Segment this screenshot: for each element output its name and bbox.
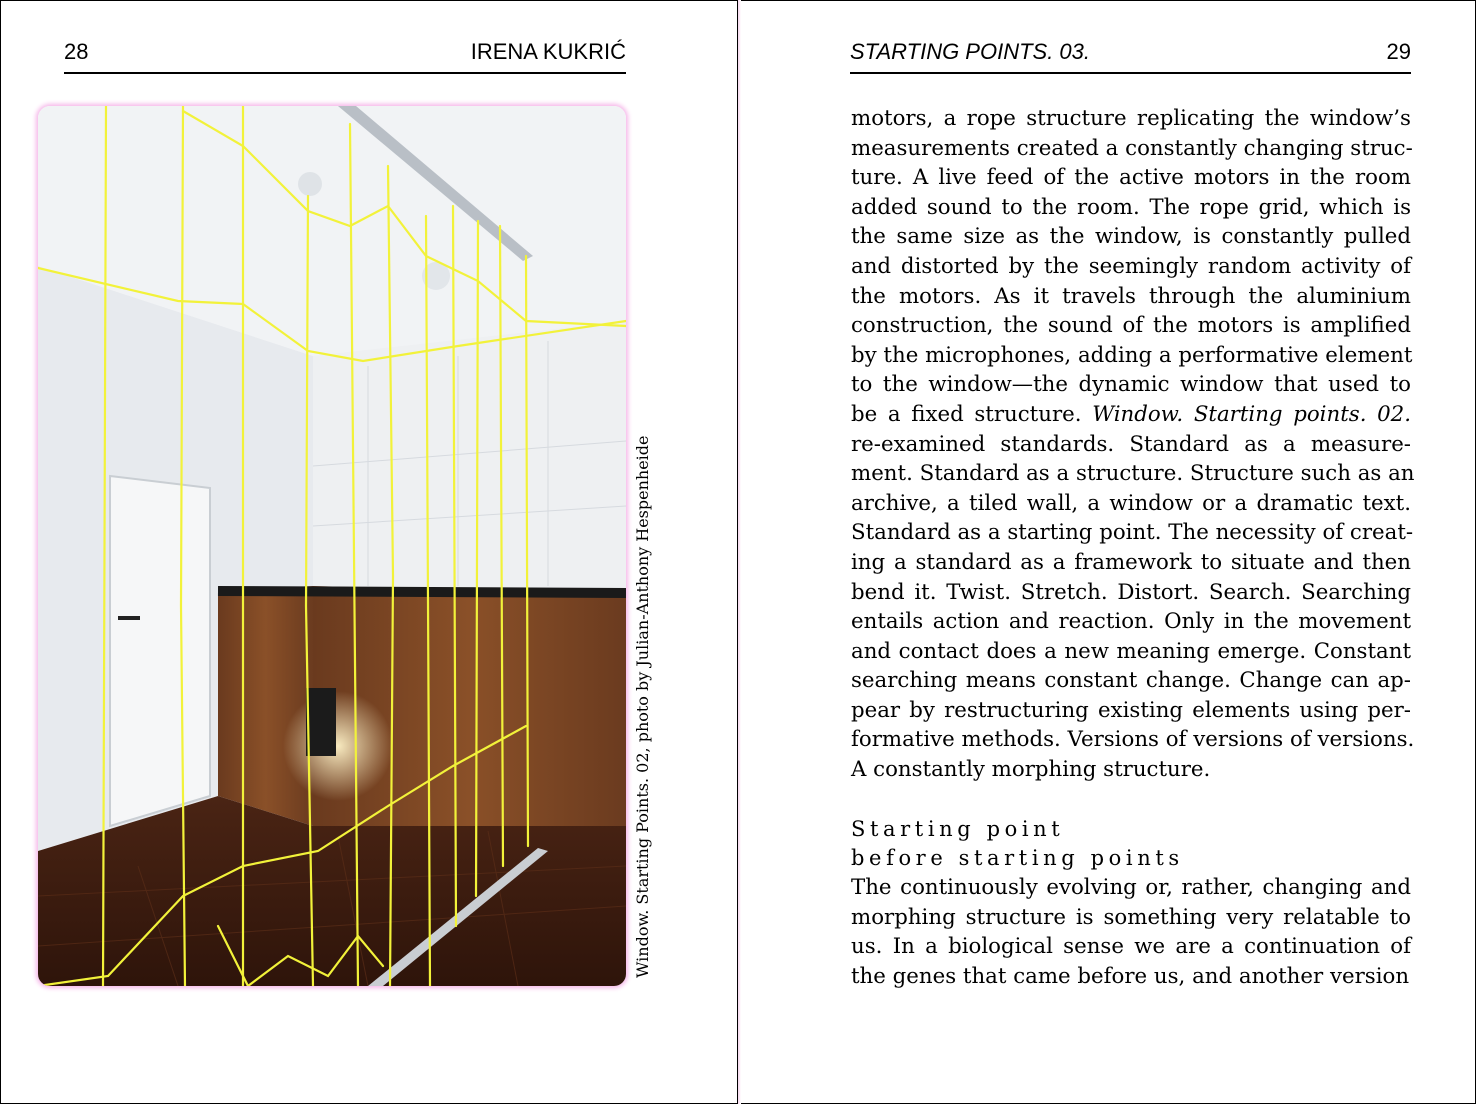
text-line: ture. A live feed of the active motors in the room: [851, 165, 1411, 191]
subheading-line-2: before starting points: [851, 846, 1184, 870]
text-line: entails action and reaction. Only in the movement: [851, 609, 1411, 635]
text-line: the genes that came before us, and another version: [851, 963, 1410, 989]
text-line: measurements created a constantly changing struc-: [851, 135, 1413, 161]
text-line: archive, a tiled wall, a window or a dramatic text.: [851, 490, 1411, 516]
text-line: by the microphones, adding a performative element: [851, 342, 1413, 368]
text-line: morphing structure is something very relatable to: [851, 904, 1411, 930]
photo-caption: Window. Starting Points. 02, photo by Julian-Anthony Hespenheide: [633, 435, 652, 978]
text-line: and distorted by the seemingly random activity of: [851, 253, 1411, 279]
italic-title: Window. Starting points. 02.: [1092, 401, 1411, 427]
text-line: pear by restructuring existing elements using per-: [851, 697, 1411, 723]
text-line: the motors. As it travels through the aluminium: [851, 283, 1411, 309]
text-line: the same size as the window, is constantly pulled: [851, 224, 1411, 250]
text-line: re-examined standards. Standard as a measure-: [851, 431, 1411, 457]
text-line: construction, the sound of the motors is amplified: [851, 313, 1411, 339]
text-line: The continuously evolving or, rather, changing and: [851, 875, 1411, 900]
text-line: formative methods. Versions of versions of versions.: [851, 727, 1415, 753]
text-line: searching means constant change. Change can ap-: [851, 668, 1411, 694]
subheading-line-1: Starting point: [851, 817, 1065, 841]
text-line: be a fixed structure. Window. Starting points. 02.: [851, 401, 1411, 427]
text-line: to the window—the dynamic window that used to: [851, 372, 1411, 398]
paragraph-2: [851, 873, 1411, 991]
text-line: A constantly morphing structure.: [851, 757, 1211, 783]
text-line: and contact does a new meaning emerge. Constant: [851, 638, 1411, 664]
gutter-tint: [738, 0, 741, 1104]
right-running-head: [850, 38, 1411, 74]
left-page-number: 28: [64, 39, 89, 64]
author-name: IRENA KUKRIĆ: [470, 39, 626, 64]
paragraph-1: [851, 104, 1415, 785]
right-page-number: 29: [1386, 39, 1411, 64]
text-line: bend it. Twist. Stretch. Distort. Search. Searching: [851, 579, 1411, 605]
text-line: Standard as a starting point. The necessity of creat-: [851, 520, 1414, 546]
text-line: us. In a biological sense we are a continuation of: [851, 934, 1411, 960]
text-line: motors, a rope structure replicating the window’s: [851, 106, 1411, 131]
left-running-head: [64, 38, 626, 74]
installation-photo: [38, 106, 626, 986]
text-line: ing a standard as a framework to situate and then: [851, 549, 1411, 575]
text-line: ment. Standard as a structure. Structure such as an: [851, 461, 1415, 487]
section-title: STARTING POINTS. 03.: [850, 39, 1091, 64]
text-line: added sound to the room. The rope grid, which is: [851, 194, 1411, 220]
